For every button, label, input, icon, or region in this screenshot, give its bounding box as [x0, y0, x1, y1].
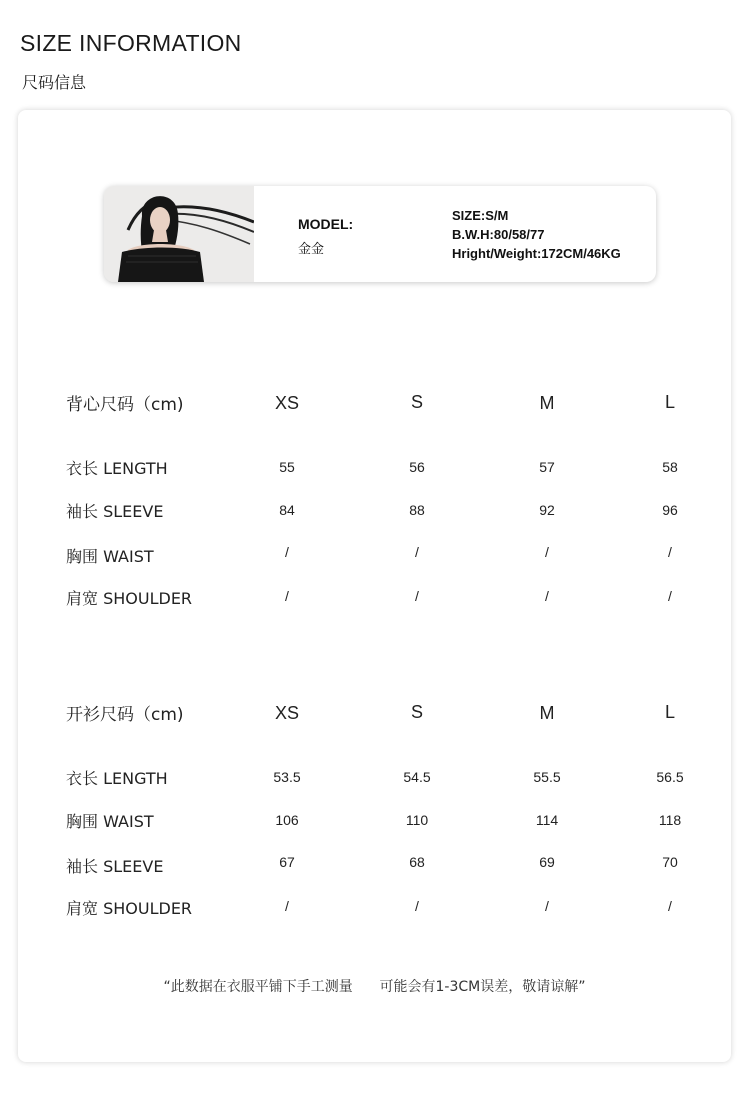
- table-cell: /: [668, 898, 672, 914]
- model-size: SIZE:S/M: [452, 208, 509, 223]
- model-stats: [452, 206, 621, 263]
- measurement-note: “此数据在衣服平铺下手工测量 可能会有1-3CM误差，敬请谅解”: [163, 979, 586, 995]
- table-row: [18, 456, 731, 480]
- table-cell: 68: [409, 854, 425, 870]
- table-cell: 67: [279, 854, 295, 870]
- table-cell: /: [285, 544, 289, 560]
- table-header-row: [18, 700, 731, 724]
- table-row: [18, 896, 731, 920]
- table-cell: /: [668, 588, 672, 604]
- size-header: S: [410, 392, 423, 412]
- row-label: 衣长 LENGTH: [66, 459, 168, 478]
- row-label: 肩宽 SHOULDER: [66, 899, 193, 918]
- size-header: M: [539, 393, 555, 413]
- row-label: 胸围 WAIST: [66, 812, 154, 831]
- table-cell: /: [415, 544, 419, 560]
- table-title: 背心尺码（cm): [66, 395, 184, 415]
- size-header: L: [664, 702, 675, 722]
- size-header: XS: [274, 393, 299, 413]
- table-cell: 96: [662, 502, 678, 518]
- page-title: SIZE INFORMATION: [20, 30, 242, 56]
- model-label: MODEL:: [298, 216, 354, 232]
- table-cell: 88: [409, 502, 425, 518]
- table-cell: 56.5: [656, 769, 684, 785]
- table-cell: 56: [409, 459, 425, 475]
- table-row: [18, 544, 731, 568]
- model-banner: [104, 186, 656, 282]
- table-row: [18, 854, 731, 878]
- model-name: 金金: [298, 242, 325, 257]
- table-cell: /: [545, 898, 549, 914]
- table-cell: 55: [279, 459, 295, 475]
- model-info: [298, 216, 353, 257]
- table-cell: 110: [405, 812, 429, 828]
- table-cell: 114: [535, 812, 559, 828]
- table-cell: /: [415, 588, 419, 604]
- table-cell: /: [545, 544, 549, 560]
- size-header: L: [664, 392, 675, 412]
- table-cell: 57: [539, 459, 555, 475]
- table-row: [18, 766, 731, 790]
- model-height-weight: Hright/Weight:172CM/46KG: [452, 246, 621, 261]
- table-cell: /: [285, 588, 289, 604]
- table-cell: 118: [658, 812, 682, 828]
- table-cell: 55.5: [533, 769, 561, 785]
- row-label: 肩宽 SHOULDER: [66, 589, 193, 608]
- table-row: [18, 586, 731, 610]
- table-cell: 106: [275, 812, 299, 828]
- table-row: [18, 809, 731, 833]
- size-header: XS: [274, 703, 299, 723]
- table-header-row: [18, 390, 731, 414]
- table-cell: 70: [662, 854, 678, 870]
- table-cell: 58: [662, 459, 678, 475]
- table-cell: 84: [279, 502, 295, 518]
- table-cell: 54.5: [403, 769, 431, 785]
- size-header: M: [539, 703, 555, 723]
- table-row: [18, 499, 731, 523]
- size-header: S: [410, 702, 423, 722]
- model-bwh: B.W.H:80/58/77: [452, 227, 545, 242]
- model-photo-illustration: [104, 186, 254, 282]
- table-cell: /: [668, 544, 672, 560]
- size-card: [18, 110, 731, 1062]
- row-label: 袖长 SLEEVE: [66, 857, 164, 876]
- table-cell: 53.5: [273, 769, 301, 785]
- row-label: 胸围 WAIST: [66, 547, 154, 566]
- table-title: 开衫尺码（cm): [66, 705, 184, 725]
- table-cell: 69: [539, 854, 555, 870]
- model-photo: [104, 186, 254, 282]
- table-cell: /: [545, 588, 549, 604]
- row-label: 袖长 SLEEVE: [66, 502, 164, 521]
- row-label: 衣长 LENGTH: [66, 769, 168, 788]
- page-subtitle: 尺码信息: [22, 73, 87, 92]
- table-cell: /: [285, 898, 289, 914]
- table-cell: 92: [539, 502, 555, 518]
- table-cell: /: [415, 898, 419, 914]
